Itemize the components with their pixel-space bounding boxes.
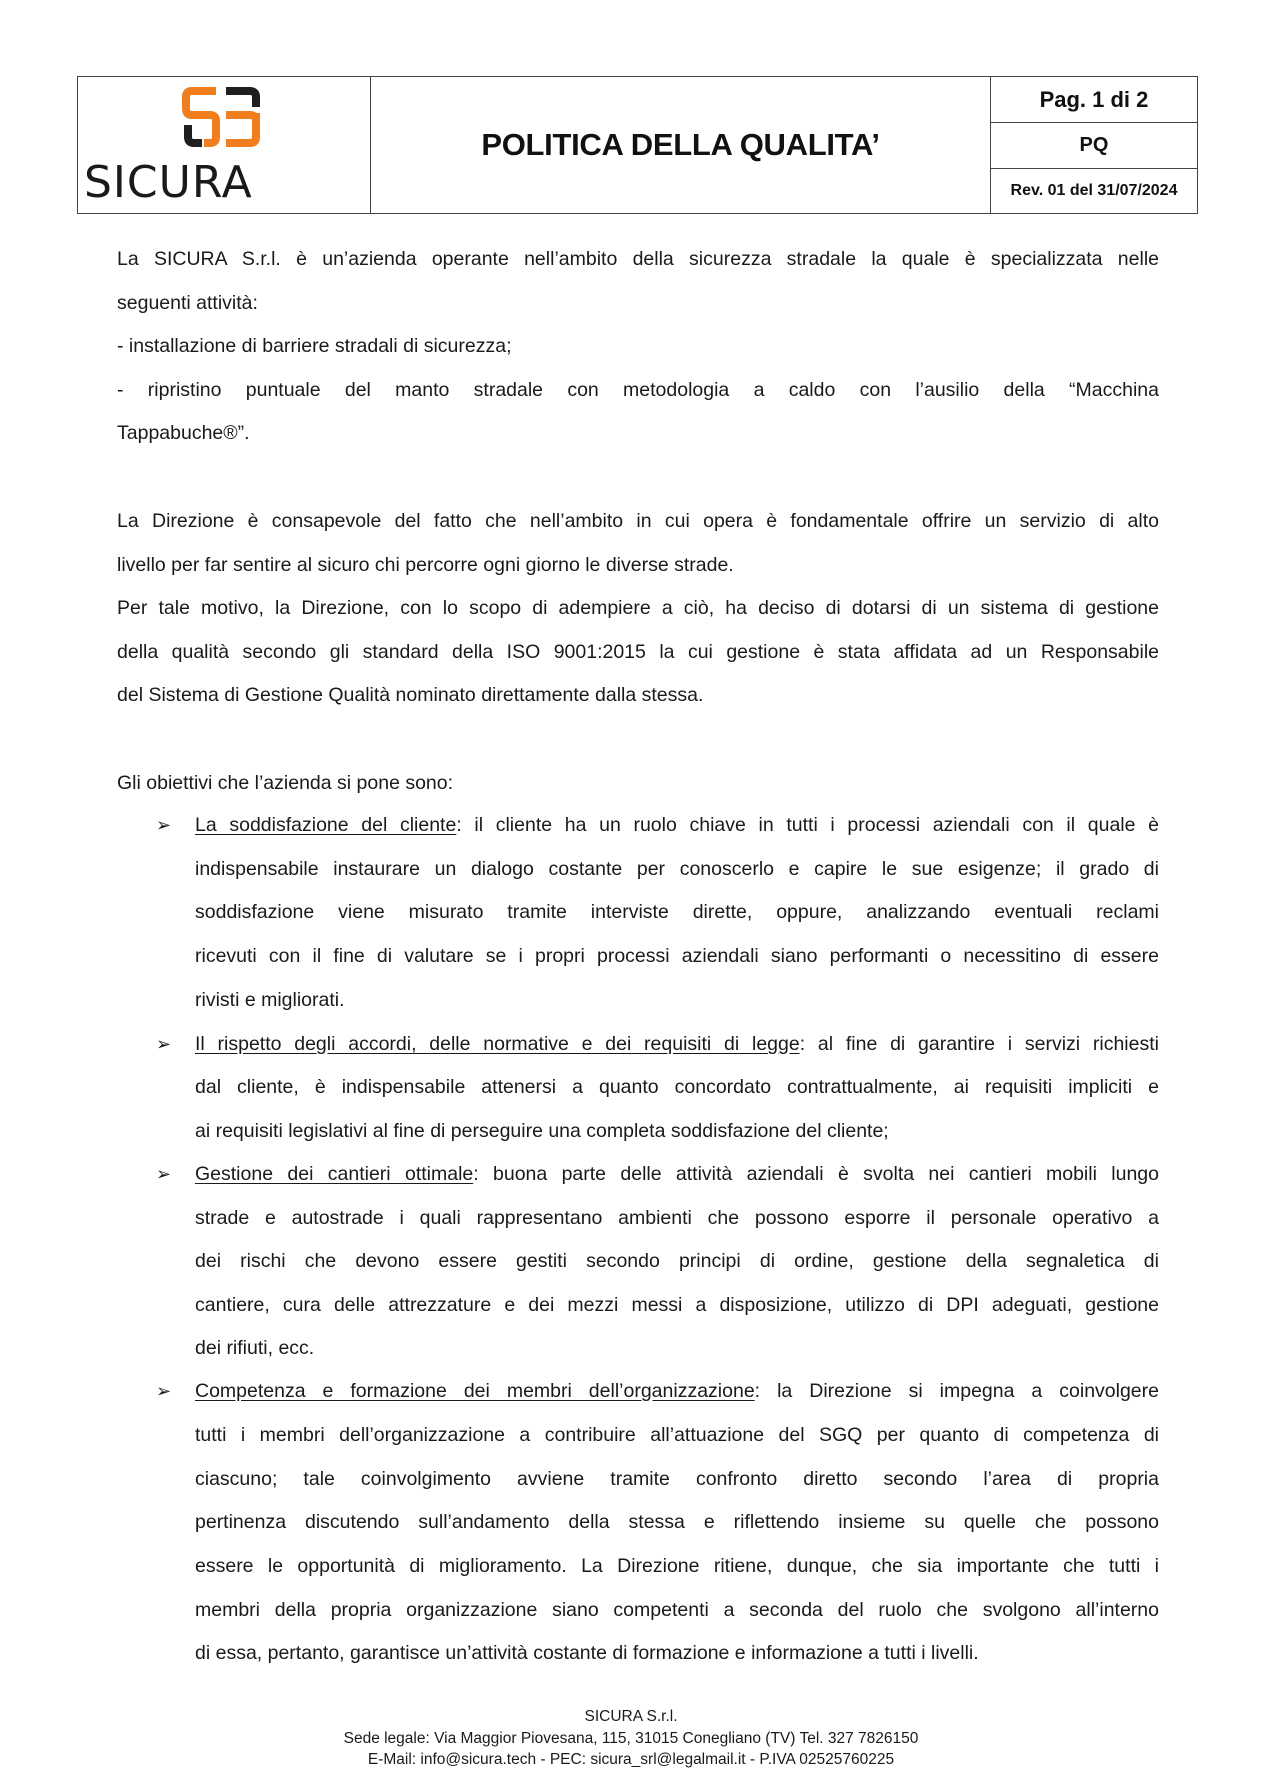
objective-line: membri della propria organizzazione siano competenti a seconda del ruolo che svolgono all’interno — [195, 1599, 1159, 1621]
sicura-logo-icon — [182, 87, 262, 147]
objective-first-line: La soddisfazione del cliente: il cliente ha un ruolo chiave in tutti i processi aziendali con il quale è — [195, 814, 1159, 836]
objective-title: Competenza e formazione dei membri dell’organizzazione — [195, 1380, 755, 1402]
direction-line: della qualità secondo gli standard della ISO 9001:2015 la cui gestione è stata affidata ad un Responsabile — [117, 641, 1159, 663]
page-number: Pag. 1 di 2 — [991, 77, 1197, 123]
direction-line: La Direzione è consapevole del fatto che nell’ambito in cui opera è fondamentale offrire un servizio di alto — [117, 510, 1159, 532]
objective-line: dei rifiuti, ecc. — [195, 1337, 315, 1359]
objective-line: essere le opportunità di miglioramento. La Direzione ritiene, dunque, che sia importante che tutti i — [195, 1555, 1159, 1577]
arrow-bullet-icon: ➢ — [156, 1034, 172, 1054]
meta-cell — [991, 77, 1197, 213]
objective-line: ai requisiti legislativi al fine di perseguire una completa soddisfazione del cliente; — [195, 1120, 889, 1142]
objective-line: dei rischi che devono essere gestiti secondo principi di ordine, gestione della segnaletica di — [195, 1250, 1159, 1272]
direction-line: Per tale motivo, la Direzione, con lo scopo di adempiere a ciò, ha deciso di dotarsi di un sistema di gestione — [117, 597, 1159, 619]
direction-line: del Sistema di Gestione Qualità nominato direttamente dalla stessa. — [117, 684, 704, 706]
revision-info: Rev. 01 del 31/07/2024 — [1010, 182, 1178, 199]
intro-line: seguenti attività: — [117, 292, 258, 314]
document-code: PQ — [991, 123, 1197, 169]
activity-item: - ripristino puntuale del manto stradale con metodologia a caldo con l’ausilio della “Macchina — [117, 379, 1159, 401]
objective-line: tutti i membri dell’organizzazione a contribuire all’attuazione del SGQ per quanto di competenza di — [195, 1424, 1159, 1446]
objective-first-line: Competenza e formazione dei membri dell’organizzazione: la Direzione si impegna a coinvolgere — [195, 1380, 1159, 1402]
objective-line: strade e autostrade i quali rappresentano ambienti che possono esporre il personale operativo a — [195, 1207, 1159, 1229]
objective-line: pertinenza discutendo sull’andamento della stessa e riflettendo insieme su quelle che possono — [195, 1511, 1159, 1533]
objective-line: cantiere, cura delle attrezzature e dei mezzi messi a disposizione, utilizzo di DPI adeguati, gestione — [195, 1294, 1159, 1316]
document-header-table — [77, 76, 1198, 214]
activity-item: - installazione di barriere stradali di sicurezza; — [117, 335, 512, 357]
intro-line: Tappabuche®”. — [117, 422, 250, 444]
objective-line: dal cliente, è indispensabile attenersi a quanto concordato contrattualmente, ai requisiti impliciti e — [195, 1076, 1159, 1098]
objective-line: ciascuno; tale coinvolgimento avviene tramite confronto diretto secondo l’area di propria — [195, 1468, 1159, 1490]
objective-line: rivisti e migliorati. — [195, 989, 345, 1011]
footer-company: SICURA S.r.l. — [584, 1708, 678, 1725]
title-cell — [371, 77, 991, 213]
arrow-bullet-icon: ➢ — [156, 1381, 172, 1401]
objective-line: di essa, pertanto, garantisce un’attività costante di formazione e informazione a tutti i livelli. — [195, 1642, 979, 1664]
intro-line: La SICURA S.r.l. è un’azienda operante nell’ambito della sicurezza stradale la quale è specializzata nelle — [117, 248, 1159, 270]
document-title: POLITICA DELLA QUALITA’ — [481, 127, 880, 162]
objective-line: soddisfazione viene misurato tramite interviste dirette, oppure, analizzando eventuali reclami — [195, 901, 1159, 923]
arrow-bullet-icon: ➢ — [156, 1164, 172, 1184]
objective-title: La soddisfazione del cliente — [195, 814, 457, 836]
arrow-bullet-icon: ➢ — [156, 815, 172, 835]
objective-first-line: Il rispetto degli accordi, delle normative e dei requisiti di legge: al fine di garantire i servizi richiesti — [195, 1033, 1159, 1055]
objective-line: ricevuti con il fine di valutare se i propri processi aziendali siano performanti o necessitino di essere — [195, 945, 1159, 967]
logo-cell — [78, 77, 371, 213]
direction-line: livello per far sentire al sicuro chi percorre ogni giorno le diverse strade. — [117, 554, 734, 576]
objectives-heading: Gli obiettivi che l’azienda si pone sono: — [117, 772, 454, 794]
logo-wordmark: SICURA — [84, 157, 253, 208]
objective-line: indispensabile instaurare un dialogo costante per conoscerlo e capire le sue esigenze; il grado di — [195, 858, 1159, 880]
objective-title: Il rispetto degli accordi, delle normative e dei requisiti di legge — [195, 1033, 800, 1055]
footer-address: Sede legale: Via Maggior Piovesana, 115, 31015 Conegliano (TV) Tel. 327 7826150 — [343, 1730, 919, 1747]
objective-title: Gestione dei cantieri ottimale — [195, 1163, 474, 1185]
footer-contacts: E-Mail: info@sicura.tech - PEC: sicura_srl@legalmail.it - P.IVA 02525760225 — [367, 1751, 895, 1768]
objective-first-line: Gestione dei cantieri ottimale: buona parte delle attività aziendali è svolta nei cantieri mobili lungo — [195, 1163, 1159, 1185]
